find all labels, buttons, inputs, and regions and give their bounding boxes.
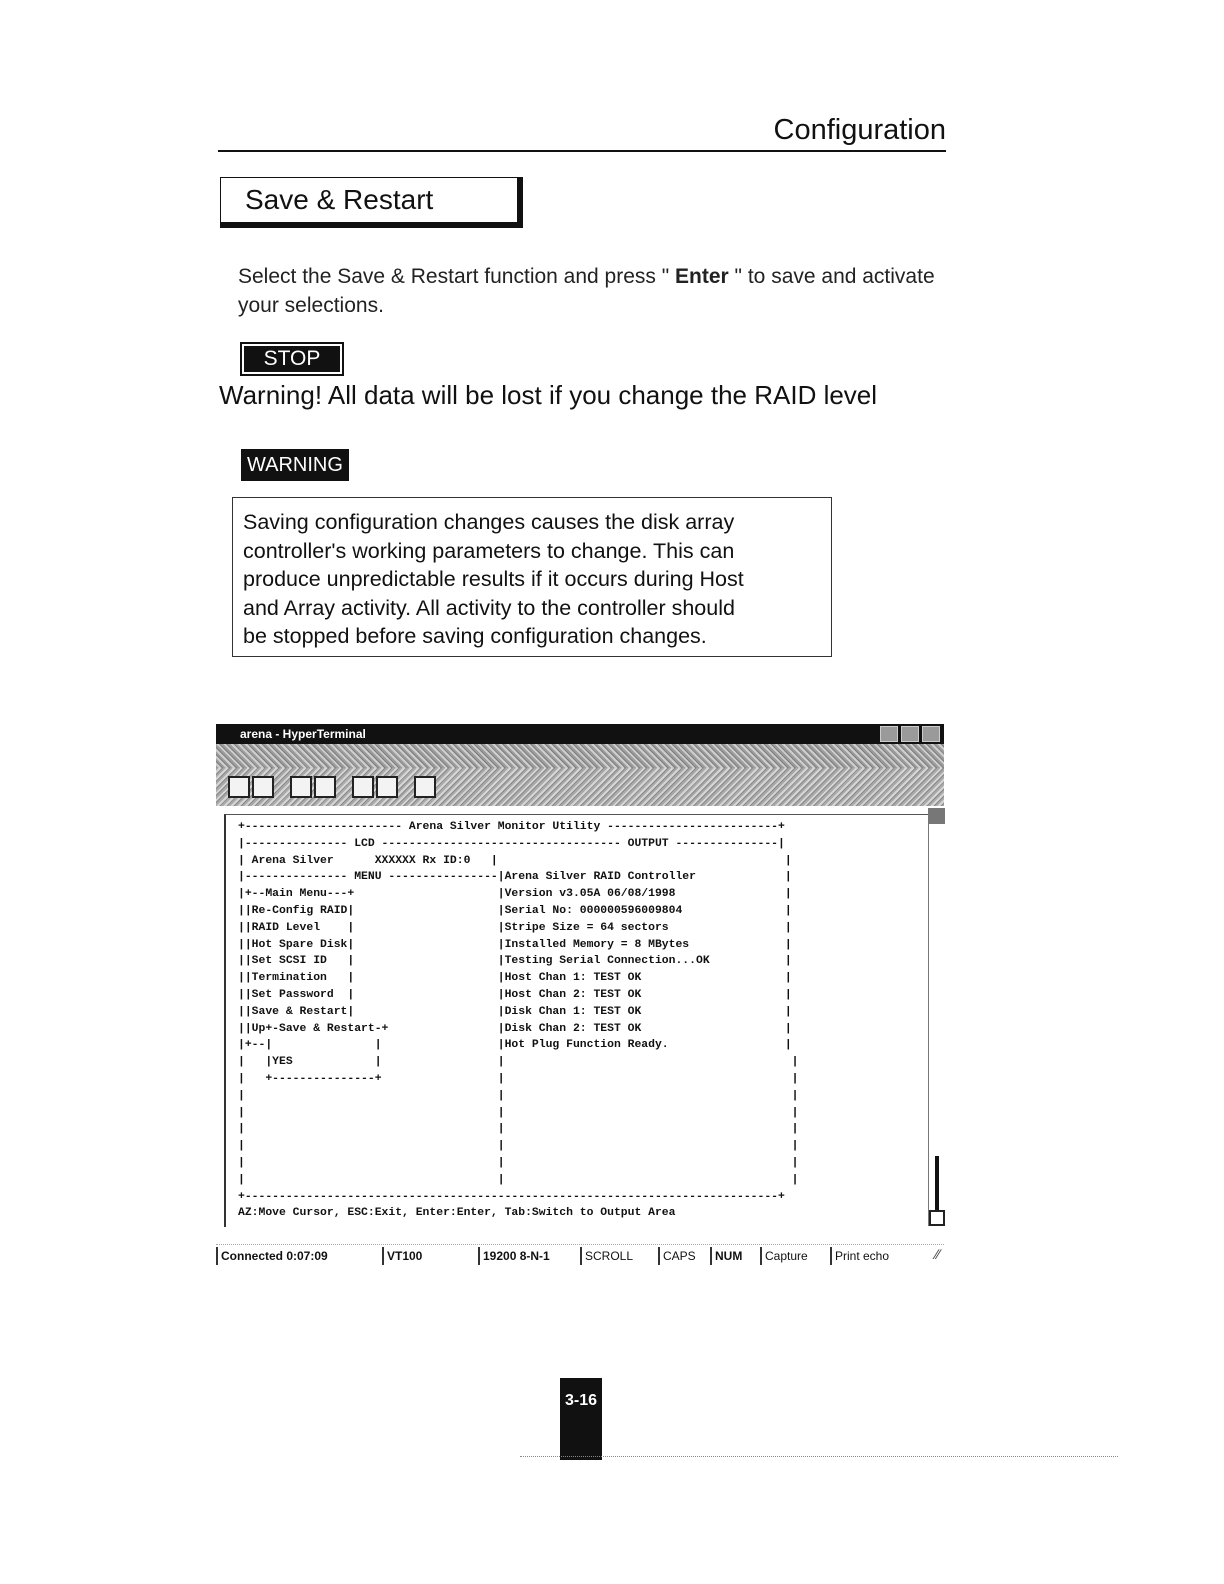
toolbar	[216, 768, 944, 806]
intro-key: Enter	[675, 265, 729, 288]
terminal-line: ||Set Password | |Host Chan 2: TEST OK |	[238, 989, 792, 1001]
page-number: 3-16	[560, 1378, 602, 1460]
header-rule	[218, 150, 946, 152]
terminal-line: |+--Main Menu---+ |Version v3.05A 06/08/1998 |	[238, 888, 792, 901]
terminal-line: | | |	[238, 1106, 799, 1119]
send-icon[interactable]	[352, 776, 374, 798]
terminal-line: ||Hot Spare Disk| |Installed Memory = 8 MBytes |	[238, 938, 792, 951]
warning-line: controller's working parameters to change. This can	[243, 538, 735, 563]
status-caps: CAPS	[658, 1247, 710, 1265]
intro-paragraph	[238, 262, 938, 320]
minimize-icon[interactable]	[880, 726, 898, 742]
status-scroll: SCROLL	[580, 1247, 658, 1265]
terminal-line: ||Up+-Save & Restart-+ |Disk Chan 2: TEST OK |	[238, 1022, 792, 1035]
terminal-line: | |YES | | |	[238, 1056, 799, 1069]
warning-badge: WARNING	[241, 449, 349, 481]
maximize-icon[interactable]	[901, 726, 919, 742]
new-icon[interactable]	[228, 776, 250, 798]
properties-icon[interactable]	[414, 776, 436, 798]
status-bar	[216, 1244, 944, 1267]
window-title: arena - HyperTerminal	[240, 727, 366, 741]
warning-box	[232, 497, 832, 657]
terminal-line: ||Save & Restart| |Disk Chan 1: TEST OK |	[238, 1005, 792, 1018]
status-capture: Capture	[760, 1247, 830, 1265]
terminal-line: ||Set SCSI ID | |Testing Serial Connection...OK |	[238, 955, 792, 968]
connect-icon[interactable]	[290, 776, 312, 798]
status-port-settings: 19200 8-N-1	[478, 1247, 580, 1265]
warning-line: Saving configuration changes causes the disk array	[243, 510, 735, 534]
vertical-scrollbar[interactable]	[928, 808, 945, 1226]
status-num: NUM	[710, 1247, 760, 1265]
status-print-echo: Print echo	[830, 1247, 922, 1265]
terminal-line: | | |	[238, 1123, 799, 1136]
close-icon[interactable]	[922, 726, 940, 742]
scroll-up-icon[interactable]	[929, 808, 945, 824]
footer-rule	[520, 1456, 1118, 1457]
resize-grip-icon[interactable]: ∕∕	[935, 1246, 940, 1262]
terminal-line: | +---------------+ | |	[238, 1073, 799, 1085]
raid-warning-message: Warning! All data will be lost if you change the RAID level	[219, 380, 878, 410]
disconnect-icon[interactable]	[314, 776, 336, 798]
terminal-line: | | |	[238, 1173, 799, 1186]
warning-line: and Array activity. All activity to the controller should	[243, 595, 735, 620]
window-controls	[880, 726, 940, 742]
terminal-line: ||RAID Level | |Stripe Size = 64 sectors |	[238, 921, 792, 934]
terminal-screen[interactable]	[224, 814, 928, 1227]
terminal-line: ||Termination | |Host Chan 1: TEST OK |	[238, 972, 792, 985]
menu-bar	[216, 744, 944, 768]
intro-after: " to save and activate your selections.	[238, 265, 935, 317]
terminal-line: +------------------------------------------------------------------------------+	[238, 1190, 785, 1203]
terminal-line: +----------------------- Arena Silver Monitor Utility -------------------------+	[238, 821, 785, 833]
terminal-line: |--------------- LCD ----------------------------------- OUTPUT ---------------|	[238, 837, 785, 850]
intro-before: Select the Save & Restart function and press "	[238, 265, 676, 288]
terminal-line: | | |	[238, 1157, 799, 1169]
stop-badge: STOP	[240, 342, 344, 376]
scroll-down-icon[interactable]	[929, 1210, 945, 1226]
terminal-line: | | |	[238, 1089, 799, 1102]
open-icon[interactable]	[252, 776, 274, 798]
window-titlebar	[216, 724, 944, 744]
terminal-line: ||Re-Config RAID| |Serial No: 000000596009804 |	[238, 905, 792, 917]
status-connection: Connected 0:07:09	[216, 1247, 382, 1265]
terminal-line: | | |	[238, 1140, 799, 1153]
warning-line: be stopped before saving configuration changes.	[243, 624, 707, 648]
terminal-help-line: AZ:Move Cursor, ESC:Exit, Enter:Enter, Tab:Switch to Output Area	[238, 1207, 676, 1220]
terminal-line: |+--| | |Hot Plug Function Ready. |	[238, 1039, 792, 1052]
hyperterminal-window	[216, 724, 944, 1270]
warning-line: produce unpredictable results if it occurs during Host	[243, 567, 744, 591]
terminal-line: | Arena Silver XXXXXX Rx ID:0 | |	[238, 854, 792, 867]
status-emulation: VT100	[382, 1247, 478, 1265]
receive-icon[interactable]	[376, 776, 398, 798]
section-box-title: Save & Restart	[220, 177, 523, 228]
section-heading: Configuration	[773, 114, 946, 146]
terminal-line: |--------------- MENU ----------------|Arena Silver RAID Controller |	[238, 871, 792, 884]
